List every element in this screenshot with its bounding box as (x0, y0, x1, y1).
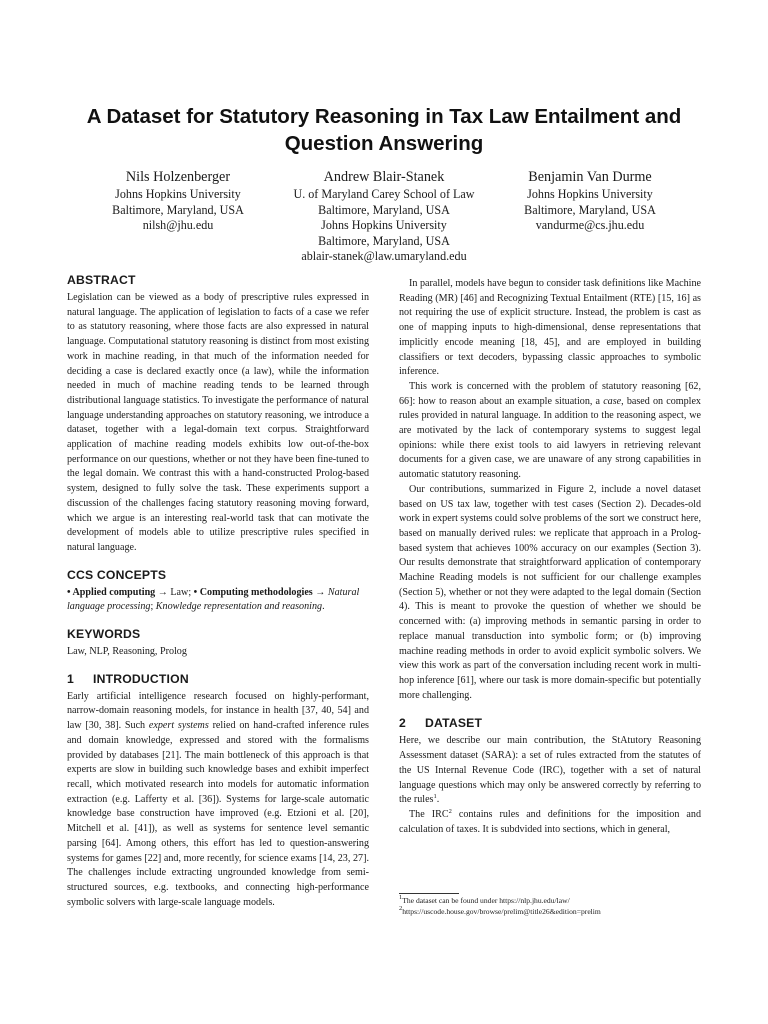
author-block-3 (500, 168, 680, 234)
author-affiliation: U. of Maryland Carey School of Law (293, 187, 475, 201)
author-email: ablair-stanek@law.umaryland.edu (301, 249, 467, 263)
author-name: Benjamin Van Durme (528, 169, 652, 185)
intro-paragraph-3: This work is concerned with the problem of statutory reasoning [62, 66]: how to reason about an example situation, a case, based on complex rules provided in natural language. In addition to the reasoning aspect, we are motivated by the lack of contemporary systems to suggest legal opinions: while there exist tools to aid lawyers in retrieving relevant documents for a given case, we are unaware of any strong capabilities in automatic statutory reasoning. (399, 380, 701, 481)
ccs-concept-2: • Computing methodologies (193, 586, 313, 598)
author-location: Baltimore, Maryland, USA (318, 202, 450, 217)
footnote-1: $^1$The dataset can be found under https://nlp.jhu.edu/law/ (399, 894, 570, 905)
intro-heading (67, 671, 369, 687)
keywords-text: Law, NLP, Reasoning, Prolog (67, 646, 187, 658)
author-name: Andrew Blair-Stanek (323, 169, 445, 185)
intro-paragraph-2: In parallel, models have begun to consider task definitions like Machine Reading (MR) [46] and Recognizing Textual Entailment (RTE) [15, 16] as not requiring the use of explicit structure. Instead, the problem is cast as one of mapping inputs to high-dimensional, dense representations that implicitly encode meaning [18, 45], and are employed in building classifiers or text decoders, bypassing classic approaches to symbolic inference. (399, 278, 701, 378)
arrow-icon: → (315, 586, 326, 598)
paper-title (60, 103, 708, 157)
author-block-2 (278, 168, 490, 265)
title-line-2: Question Answering (284, 132, 484, 155)
ccs-concept-1: • Applied computing (67, 586, 156, 598)
section-title: DATASET (425, 716, 483, 731)
footnote-divider (399, 893, 459, 894)
author-block-1 (88, 168, 268, 234)
author-email: vandurme@cs.jhu.edu (535, 218, 645, 232)
author-affiliation: Johns Hopkins University (527, 187, 653, 201)
arrow-icon: → (157, 586, 168, 598)
ccs-term-nlp: Natural language processing (67, 586, 360, 613)
author-email: nilsh@jhu.edu (142, 218, 214, 232)
dataset-paragraph-1: Here, we describe our main contribution, the StAtutory Reasoning Assessment dataset (SARA): a set of rules extracted from the statutes of the US Internal Revenue Code (IRC), together with a set of natural language questions which may only be answered correctly by referring to the rules$^1$. (399, 735, 701, 806)
intro-paragraph-4: Our contributions, summarized in Figure 2, include a novel dataset based on US tax law, together with test cases (Section 2). Decades-old work in expert systems could solve problems of the sort we construct here, based on manually derived rules: we replicate that approach in a Prolog-based system that achieves 100% accuracy on our examples (Section 3). Our results demonstrate that straightforward application of contemporary Machine Reading models is not sufficient for our challenge examples (Section 5), whether or not they were adapted to the legal domain (Section 4). This is meant to provoke the question of whether we should be concerned with: (a) improving methods in semantic parsing in order to replace manual transduction into symbolic form; or (b) improving machine reading methods in order to avoid explicit symbolic solvers. We view this work as part of the conversation including recent work in multi-hop inference [61], where our task is more domain-specific but potentially more challenging. (399, 483, 701, 701)
footnote-ref-2[interactable]: 2 (448, 807, 452, 815)
footnotes (399, 895, 701, 917)
left-column (67, 272, 369, 910)
footnote-ref-1[interactable]: 1 (433, 793, 437, 801)
ccs-text: • Applied computing → Law; • Computing methodologies → Natural language processing; Knowledge representation and reasoning. (67, 586, 360, 613)
abstract-heading: ABSTRACT (67, 273, 136, 287)
author-affiliation: Johns Hopkins University (115, 187, 241, 201)
right-column (399, 277, 701, 837)
ccs-term-krr: Knowledge representation and reasoning (155, 601, 323, 613)
section-title: INTRODUCTION (93, 671, 189, 686)
ccs-heading: CCS CONCEPTS (67, 567, 167, 582)
intro-paragraph-1: Early artificial intelligence research focused on highly-performant, narrow-domain reasoning models, for instance in health [37, 40, 54] and law [30, 38]. Such expert systems relied on hand-crafted inference rules and domain knowledge, expressed and stored with the formalisms provided by databases [21]. The main bottleneck of this approach is that experts are slow in building such knowledge bases and exhibit imperfect recall, which motivated research into models for automatic information extraction (e.g. Lafferty et al. [36]). Systems for large-scale automatic knowledge base construction have improved (e.g. Etzioni et al. [20], Mitchell et al. [41]), as well as systems for sentence level semantic parsing [64]. Among others, this effort has led to question-answering systems for games [22] and, more recently, for science exams [14, 23, 27]. The challenges include extracting ungrounded knowledge from semi-structured sources, e.g. textbooks, and connecting high-performance symbolic solvers with large-scale language models. (67, 690, 369, 908)
author-location: Baltimore, Maryland, USA (112, 202, 244, 217)
dataset-paragraph-2: The IRC$^2$ contains rules and definitions for the imposition and calculation of taxes. It is subdvided into sections, which in general, (399, 807, 701, 835)
section-number: 1 (67, 671, 74, 686)
author-name: Nils Holzenberger (125, 169, 231, 185)
footnote-2: $^2$https://uscode.house.gov/browse/prelim@title26&edition=prelim (399, 905, 601, 916)
author-location: Baltimore, Maryland, USA (524, 202, 656, 217)
section-number: 2 (399, 716, 406, 731)
ccs-term-law: Law (170, 586, 189, 598)
author-affiliation: Johns Hopkins University (321, 218, 447, 232)
title-line-1: A Dataset for Statutory Reasoning in Tax Law Entailment and (86, 105, 682, 128)
dataset-heading (399, 715, 701, 731)
keywords-heading: KEYWORDS (67, 627, 141, 642)
abstract-text: Legislation can be viewed as a body of prescriptive rules expressed in natural language. The application of legislation to facts of a case we refer to as statutory reasoning, where those facts are also expressed in natural language. Computational statutory reasoning is distinct from most existing work in machine reading, in that much of the information needed for deciding a case is declared exactly once (a law), while the information needed in much of machine reading tends to be learned through distributional language statistics. To investigate the performance of natural language understanding approaches on statutory reasoning, we introduce a dataset, together with a legal-domain text corpus. Straightforward application of machine reading models exhibits low out-of-the-box performance on our questions, whether or not they have been fine-tuned to the legal domain. We contrast this with a hand-constructed Prolog-based system, designed to fully solve the task. These experiments support a discussion of the challenges facing statutory reasoning moving forward, which we argue is an interesting real-world task that can motivate the development of models able to utilize prescriptive rules specified in natural language. (67, 292, 369, 553)
author-location: Baltimore, Maryland, USA (318, 233, 450, 248)
